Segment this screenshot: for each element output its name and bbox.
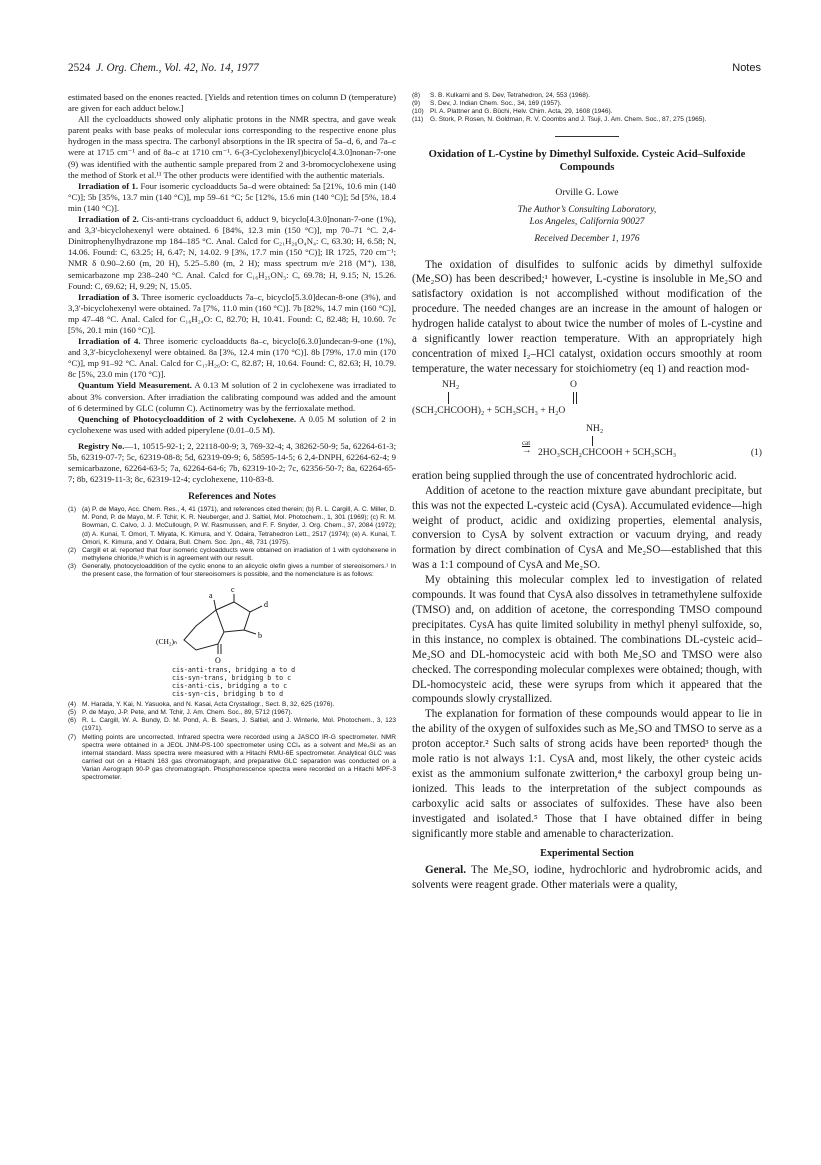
reference-text: Cargill et al. reported that four isomeric cycloadducts were obtained on irradiation of 1 with cyclohexene in methylene chloride,¹ᵇ which is in agreement with our result. bbox=[82, 546, 396, 562]
right-column bbox=[412, 92, 762, 893]
paragraph-text: —1, 10515-92-1; 2, 22118-00-9; 3, 769-32-4; 4, 38262-50-9; 5a, 62264-61-3; 5b, 62319-07-7; 5c, 62319-08-8; 5d, 62319-09-9; 6, 58595-14-5; 6 2,4-DNPH, 62264-62-4; 9 semicarbazone, 62264-63-5; 7a, 62264-64-6; 7b, 62319-10-2; 7c, 62356-50-7; 8a, 62264-65-7; 8b, 62319-11-3; 8c, 62319-12-4; cyclohexene, 110-83-8. bbox=[68, 440, 396, 485]
paragraph-text: The Me₂SO, iodine, hydrochloric and hydrobromic acids, and solvents were reagent grade. Other materials were a quality, bbox=[412, 864, 762, 892]
eq-bond-line bbox=[448, 392, 449, 404]
reference-item bbox=[68, 734, 396, 783]
header-left bbox=[68, 62, 259, 74]
eq-oxygen-label: O bbox=[570, 378, 577, 390]
body-paragraph: Addition of acetone to the reaction mixture gave abundant precipitate, but this was not the expected L-cysteic acid (CysA). Accumulated evidence—high weight of product, acidic and oxidizing properties, elemental analysis, conversion to CysA by solvent extraction or vacuum drying, and ready formation by direct combination of CysA and Me₂SO—established that this was a 1:1 compound of CysA and Me₂SO. bbox=[412, 484, 762, 572]
reference-number: (4) bbox=[68, 701, 77, 709]
eq-bond-line bbox=[592, 436, 593, 446]
references-list bbox=[68, 506, 396, 579]
run-in-heading: Registry No. bbox=[78, 440, 125, 451]
reference-item bbox=[412, 92, 762, 100]
reference-item bbox=[68, 701, 396, 709]
body-paragraph: The oxidation of disulfides to sulfonic acids by dimethyl sulfoxide (Me₂SO) has been described;¹ however, L-cystine is insoluble in Me₂SO and satisfactory oxidation is not accomplished without modification of the procedure. The needed changes are an increase in the amount of halogen or hydrogen halide catalyst to about twice the number of moles of L-cystine and a significantly lower reaction temperature. With an appropriately high concentration of mixed I₂–HCl catalyst, oxidation occurs smoothly at room temperature, the water necessary for stoichiometry (eq 1) and reaction mod- bbox=[412, 258, 762, 375]
paragraph bbox=[68, 380, 396, 413]
paragraph bbox=[68, 292, 396, 336]
stereochemistry-structure-figure bbox=[68, 582, 396, 664]
running-header bbox=[68, 62, 761, 78]
reference-text: Generally, photocycloaddition of the cyclic enone to an alicyclic olefin gives a number of stereoisomers.¹ In the present case, the formation of four stereoisomers is possible, and the nomenclature is as follows: bbox=[82, 562, 396, 579]
label-oxygen: O bbox=[215, 656, 221, 665]
eq-number: (1) bbox=[750, 446, 762, 458]
reference-item bbox=[68, 709, 396, 717]
bond-b bbox=[244, 630, 256, 634]
figure-caption bbox=[172, 666, 396, 698]
reference-number: (10) bbox=[412, 108, 424, 116]
paragraph bbox=[68, 336, 396, 380]
reference-text: R. L. Cargill, W. A. Bundy, D. M. Pond, A. B. Sears, J. Saltiel, and J. Winterle, Mol. Photochem., 3, 123 (1971). bbox=[82, 717, 396, 733]
run-in-heading: Quantum Yield Measurement. bbox=[78, 380, 192, 391]
reference-text: M. Harada, Y. Kai, N. Yasuoka, and N. Kasai, Acta Crystallogr., Sect. B, 32, 625 (1976). bbox=[82, 701, 335, 709]
label-d: d bbox=[264, 600, 268, 610]
run-in-heading: Quenching of Photocycloaddition of 2 with Cyclohexene. bbox=[78, 413, 296, 424]
label-ring: (CH₂)ₙ bbox=[156, 637, 178, 647]
paragraph-text: Four isomeric cycloadducts 5a–d were obtained: 5a [21%, 10.6 min (140 °C)]; 5b [35%, 13.7 min (140 °C)], mp 59–61 °C; 5c [12%, 15.6 min (140 °C)]; 5d [5%, 18.4 min (140 °C)]. bbox=[68, 180, 397, 213]
caption-line: cis-anti-trans, bridging a to d bbox=[172, 666, 296, 675]
reference-text: S. B. Kulkarni and S. Dev, Tetrahedron, 24, 553 (1968). bbox=[430, 92, 590, 99]
affiliation-line: Los Angeles, California 90027 bbox=[529, 216, 645, 227]
paragraph bbox=[68, 214, 396, 292]
eq-double-bond bbox=[573, 392, 577, 404]
caption-line: cis-syn-cis, bridging b to d bbox=[172, 690, 284, 699]
reference-number: (7) bbox=[68, 733, 77, 741]
author-name: Orville G. Lowe bbox=[555, 186, 619, 198]
bond-a bbox=[214, 600, 216, 610]
run-in-heading: Irradiation of 2. bbox=[78, 214, 139, 225]
references-heading: References and Notes bbox=[188, 491, 276, 503]
reference-text: Pl. A. Plattner and G. Büchi, Helv. Chim. Acta, 29, 1608 (1946). bbox=[430, 108, 613, 116]
cyclobutane-ring bbox=[216, 602, 250, 632]
reference-text: P. de Mayo, J-P. Pete, and M. Tchir, J. Am. Chem. Soc., 89, 5712 (1967). bbox=[82, 709, 293, 717]
paragraph bbox=[68, 181, 396, 214]
paragraph-text: Three isomeric cycloadducts 8a–c, bicyclo[6.3.0]undecan-9-one (1%), and 3,3′-bicyclohexenyl were obtained. 8a [3%, 12.4 min (170 °C)]. 8b [79%, 17.0 min (170 °C)], mp 91–92 °C. Anal. Calcd for C₁₇H₂₆O: C, 82.87; H, 10.64. Found: C, 82.63; H, 10.79. 8c [5%, 23.0 min (170 °C)]. bbox=[68, 336, 396, 380]
reference-item bbox=[412, 100, 762, 108]
reaction-equation bbox=[412, 377, 762, 469]
reference-text: (a) P. de Mayo, Acc. Chem. Res., 4, 41 (1971), and references cited therein; (b) R. L. Cargill, A. C. Miller, D. M. Pond, P. de Mayo, M. F. Tchir, K. R. Neuberger, and J. Saltiel, Mol. Photochem., 1, 301 (1969); (c) R. M. Bowman, C. Calvo, J. J. McCullough, P. W. Rasmussen, and F. F. Snyder, J. Org. Chem., 37, 2084 (1972); (d) A. Kunai, T. Omori, T. Miyata, K. Kimura, and Y. Odaira, Tetrahedron Lett., 2517 (1974); (e) A. Kunai, T. Omori, K. Kimura, and Y. Odaira, Bull. Chem. Soc. Jpn., 48, 731 (1975). bbox=[82, 506, 396, 546]
body-paragraph: eration being supplied through the use of concentrated hydrochloric acid. bbox=[412, 469, 737, 482]
received-date: Received December 1, 1976 bbox=[534, 233, 640, 244]
bond-d bbox=[250, 606, 262, 612]
reference-number: (1) bbox=[68, 506, 77, 514]
affiliation-line: The Author’s Consulting Laboratory, bbox=[517, 204, 657, 215]
reference-item bbox=[68, 717, 396, 733]
caption-line: cis-anti-cis, bridging a to c bbox=[172, 682, 288, 691]
eq-arrow: → bbox=[522, 444, 532, 456]
paragraph-text: A 0.05 M solution of 2 in cyclohexene was used with added piperylene (0.01–0.5 M). bbox=[68, 413, 397, 435]
body-paragraph: My obtaining this molecular complex led to investigation of related compounds. It was found that CysA also dissolves in tetramethylene sulfoxide (TMSO) and, on addition of acetone, the corresponding TMSO compound precipitates. CysA has quite limited solubility in methyl phenyl sulfoxide, so, in this instance, no complex is obtained. The combinations DL-cysteic acid–Me₂SO and DL-homocysteic acid with both Me₂SO and TMSO were also checked. The corresponding molecular complexes were obtained; though, with DL-homocysteic acid, these were syrups from which it appeared that the compounds slowly crystallized. bbox=[412, 574, 762, 706]
reference-number: (5) bbox=[68, 709, 77, 717]
reference-item bbox=[412, 116, 762, 124]
run-in-heading: General. bbox=[425, 864, 466, 877]
body-paragraph bbox=[412, 863, 762, 893]
body-paragraph: The explanation for formation of these compounds would appear to lie in the ability of the oxygen of sulfoxides such as Me₂SO and TMSO to serve as a proton acceptor.² Such salts of strong acids have been reported³ though the mole ratio is not always 1:1. CysA and, most likely, the other cysteic acids exist as the ammonium sulfonate zwitterion,⁴ the carboxyl group being un-ionized. This leads to the interpretation of the subject compounds as carboxylic acid salts or associates of sulfoxides. These have also been investigated and isolated.⁵ Those that I have obtained differ in being significantly more stable and amenable to characterization. bbox=[412, 708, 762, 840]
eq-reactants: (SCH₂CHCOOH)₂ + 5CH₃SCH₃ + H₂O bbox=[412, 404, 566, 416]
reference-item bbox=[68, 547, 396, 563]
reference-item bbox=[68, 506, 396, 546]
article-title: Oxidation of L-Cystine by Dimethyl Sulfoxide. Cysteic Acid–Sulfoxide Compounds bbox=[428, 149, 746, 173]
reference-text: S. Dev, J. Indian Chem. Soc., 34, 169 (1957). bbox=[430, 100, 562, 108]
run-in-heading: Irradiation of 3. bbox=[78, 291, 139, 302]
eq-amine-label: NH₂ bbox=[442, 378, 460, 390]
paragraph-text: A 0.13 M solution of 2 in cyclohexene was irradiated to about 3% conversion. After irradiation the calibrating compound was added and the amount of 6 determined by GLC (column C). Actinometry was by the ferrioxalate method. bbox=[68, 380, 396, 413]
run-in-heading: Irradiation of 4. bbox=[78, 336, 141, 347]
label-a: a bbox=[209, 591, 213, 601]
reference-number: (6) bbox=[68, 717, 77, 725]
reference-item bbox=[412, 108, 762, 116]
paragraph-text: Three isomeric cycloadducts 7a–c, bicyclo[5.3.0]decan-8-one (3%), and 3,3′-bicyclohexenyl were obtained. 7a [7%, 11.0 min (160 °C)]. 7b [82%, 14.7 min (160 °C)], mp 47–48 °C. Anal. Calcd for C₁₆H₂₄O: C, 82.70; H, 10.41. Found: C, 82.48; H, 10.60. 7c [5%, 20.1 min (160 °C)]. bbox=[68, 291, 396, 335]
journal-citation: J. Org. Chem., Vol. 42, No. 14, 1977 bbox=[95, 62, 259, 74]
references-list-end bbox=[412, 92, 762, 124]
label-c: c bbox=[231, 585, 235, 595]
reference-item bbox=[68, 563, 396, 579]
references-list-continued bbox=[68, 701, 396, 782]
paragraph-text: Cis-anti-trans cycloadduct 6, adduct 9, bicyclo[4.3.0]nonan-7-one (1%), and 3,3′-bicyclohexenyl were obtained. 6 [84%, 12.3 min (150 °C)], mp 70–71 °C. 2,4-Dinitrophenylhydrazone mp 184–185 °C. Anal. Calcd for C₂₁H₂₆O₄N₄: C, 63.30; H, 6.58; N, 14.06. Found: C, 63.25; H, 6.47; N, 14.02. 9 [3%, 17.7 min (150 °C)]; IR 1725, 720 cm⁻¹; NMR δ 0.90–2.60 (m, 20 H), 5.25–5.80 (m, 2 H); mass spectrum m/e 218 (M⁺), 138, semicarbazone mp 238–240 °C. Anal. Calcd for C₁₆H₂₅ON₃: C, 69.78; H, 9.15; N, 15.26. Found: C, 69.62; H, 9.29; N, 15.05. bbox=[68, 214, 396, 291]
experimental-heading: Experimental Section bbox=[540, 848, 634, 860]
paragraph: All the cycloadducts showed only aliphatic protons in the NMR spectra, and gave weak parent peaks with base peaks of molecular ions corresponding to the respective enone plus hydrogen in the mass spectra. The carbonyl absorptions in the IR spectra of 5a–d, 6, and 7a–c were at 1715 cm⁻¹ and of 8a–c at 1710 cm⁻¹. 6-(3-Cyclohexenyl)bicyclo[4.3.0]nonan-7-one (9) was identified with the authentic sample prepared from 2 and 3-bromocyclohexene using the method of Stork et al.¹¹ The other products were identified with the authentic materials. bbox=[68, 114, 396, 180]
article-divider bbox=[555, 136, 619, 137]
paragraph: estimated based on the enones reacted. [Yields and retention times on column D (temperature) are given for each adduct below.] bbox=[68, 92, 396, 114]
eq-amine-label: NH₂ bbox=[586, 422, 604, 434]
eq-catalyst-label: cat bbox=[522, 438, 531, 447]
paragraph bbox=[68, 414, 396, 436]
reference-number: (2) bbox=[68, 546, 77, 554]
reference-number: (11) bbox=[412, 116, 424, 124]
caption-line: cis-syn-trans, bridging b to c bbox=[172, 674, 292, 683]
author-affiliation bbox=[412, 204, 762, 228]
bicyclic-structure-drawing bbox=[68, 582, 396, 664]
reference-text: G. Stork, P. Rosen, N. Goldman, R. V. Coombs and J. Tsuji, J. Am. Chem. Soc., 87, 275 (1965). bbox=[430, 116, 707, 124]
reference-text: Melting points are uncorrected. Infrared spectra were recorded using a JASCO IR-G spectrometer. NMR spectra were obtained in a JEOL JNM-PS-100 spectrometer using CCl₄ as a solvent and Me₄Si as an internal standard. Mass spectra were measured with a Hitachi RMU-6E spectrometer. Analytical GLC was carried out on a Hitachi 163 gas chromatograph, and preparative GLC separation was conducted on a Varian Aerograph 90-P gas chromatograph. Phosphorescence spectra were recorded on a Hitachi MPF-3 spectrometer. bbox=[82, 733, 396, 781]
registry-numbers bbox=[68, 441, 396, 485]
reference-number: (8) bbox=[412, 92, 421, 99]
page-number: 2524 bbox=[68, 62, 91, 74]
left-column bbox=[68, 92, 396, 782]
reference-number: (3) bbox=[68, 562, 77, 570]
run-in-heading: Irradiation of 1. bbox=[78, 180, 139, 191]
section-label: Notes bbox=[732, 62, 761, 74]
eq-products: 2HO₃SCH₂CHCOOH + 5CH₃SCH₃ bbox=[538, 446, 677, 458]
reference-number: (9) bbox=[412, 100, 421, 108]
label-b: b bbox=[258, 631, 262, 641]
